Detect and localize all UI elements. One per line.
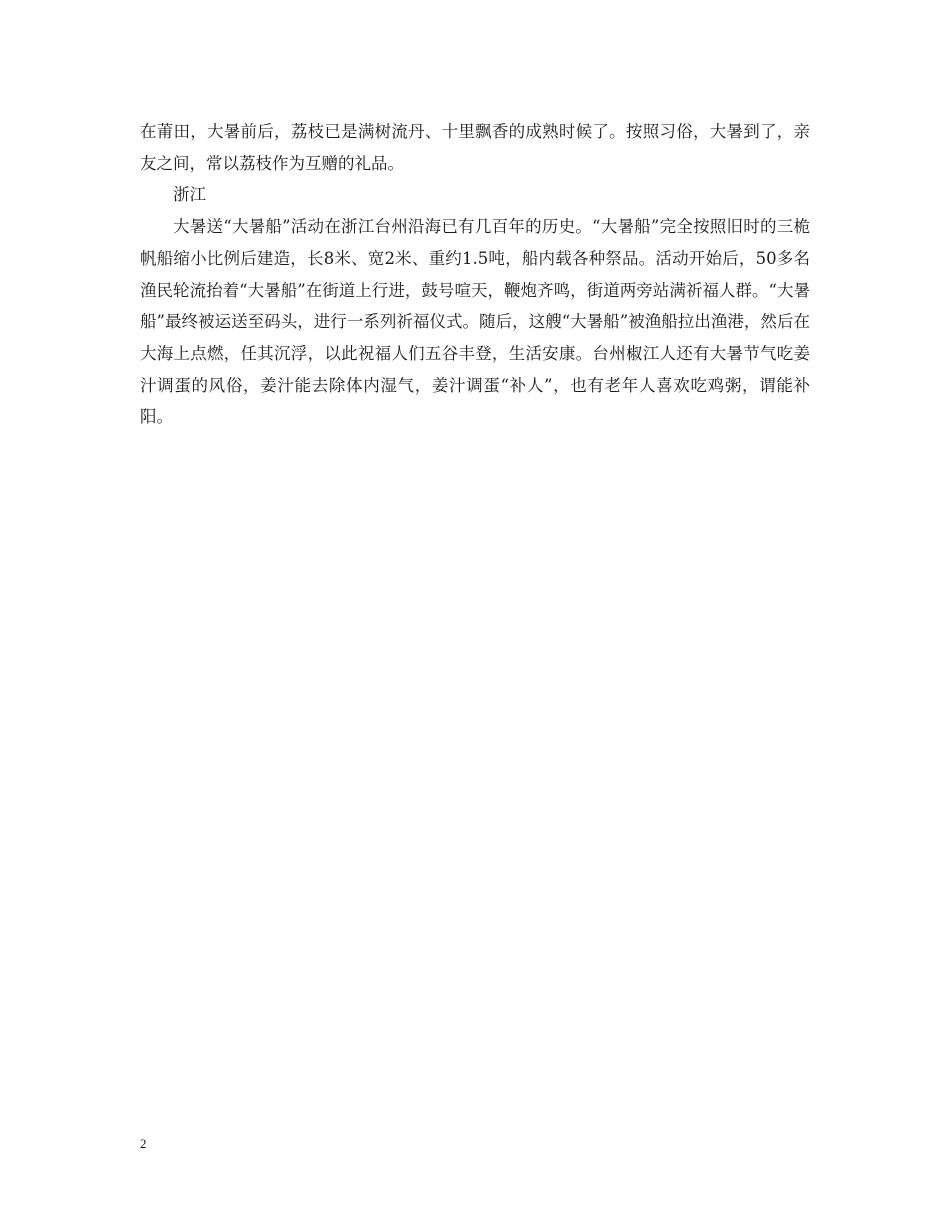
page-number: 2 bbox=[140, 1136, 147, 1151]
section-heading-zhejiang: 浙江 bbox=[173, 185, 206, 205]
paragraph-dashu-boat: 大暑送“大暑船”活动在浙江台州沿海已有几百年的历史。“大暑船”完全按照旧时的三桅帆船缩小比例后建造，长8米、宽2米、重约1.5吨，船内载各种祭品。活动开始后，50多名渔民轮流抬着“大暑船”在街道上行进，鼓号喧天，鞭炮齐鸣，街道两旁站满祈福人群。“大暑船”最终被运送至码头，进行一系列祈福仪式。随后，这艘“大暑船”被渔船拉出渔港，然后在大海上点燃，任其沉浮，以此祝福人们五谷丰登，生活安康。台州椒江人还有大暑节气吃姜汁调蛋的风俗，姜汁能去除体内湿气，姜汁调蛋“补人”，也有老年人喜欢吃鸡粥，谓能补阳。 bbox=[140, 217, 810, 427]
paragraph-putian: 在莆田，大暑前后，荔枝已是满树流丹、十里飘香的成熟时候了。按照习俗，大暑到了，亲友之间，常以荔枝作为互赠的礼品。 bbox=[140, 122, 810, 173]
body-text bbox=[140, 116, 810, 433]
